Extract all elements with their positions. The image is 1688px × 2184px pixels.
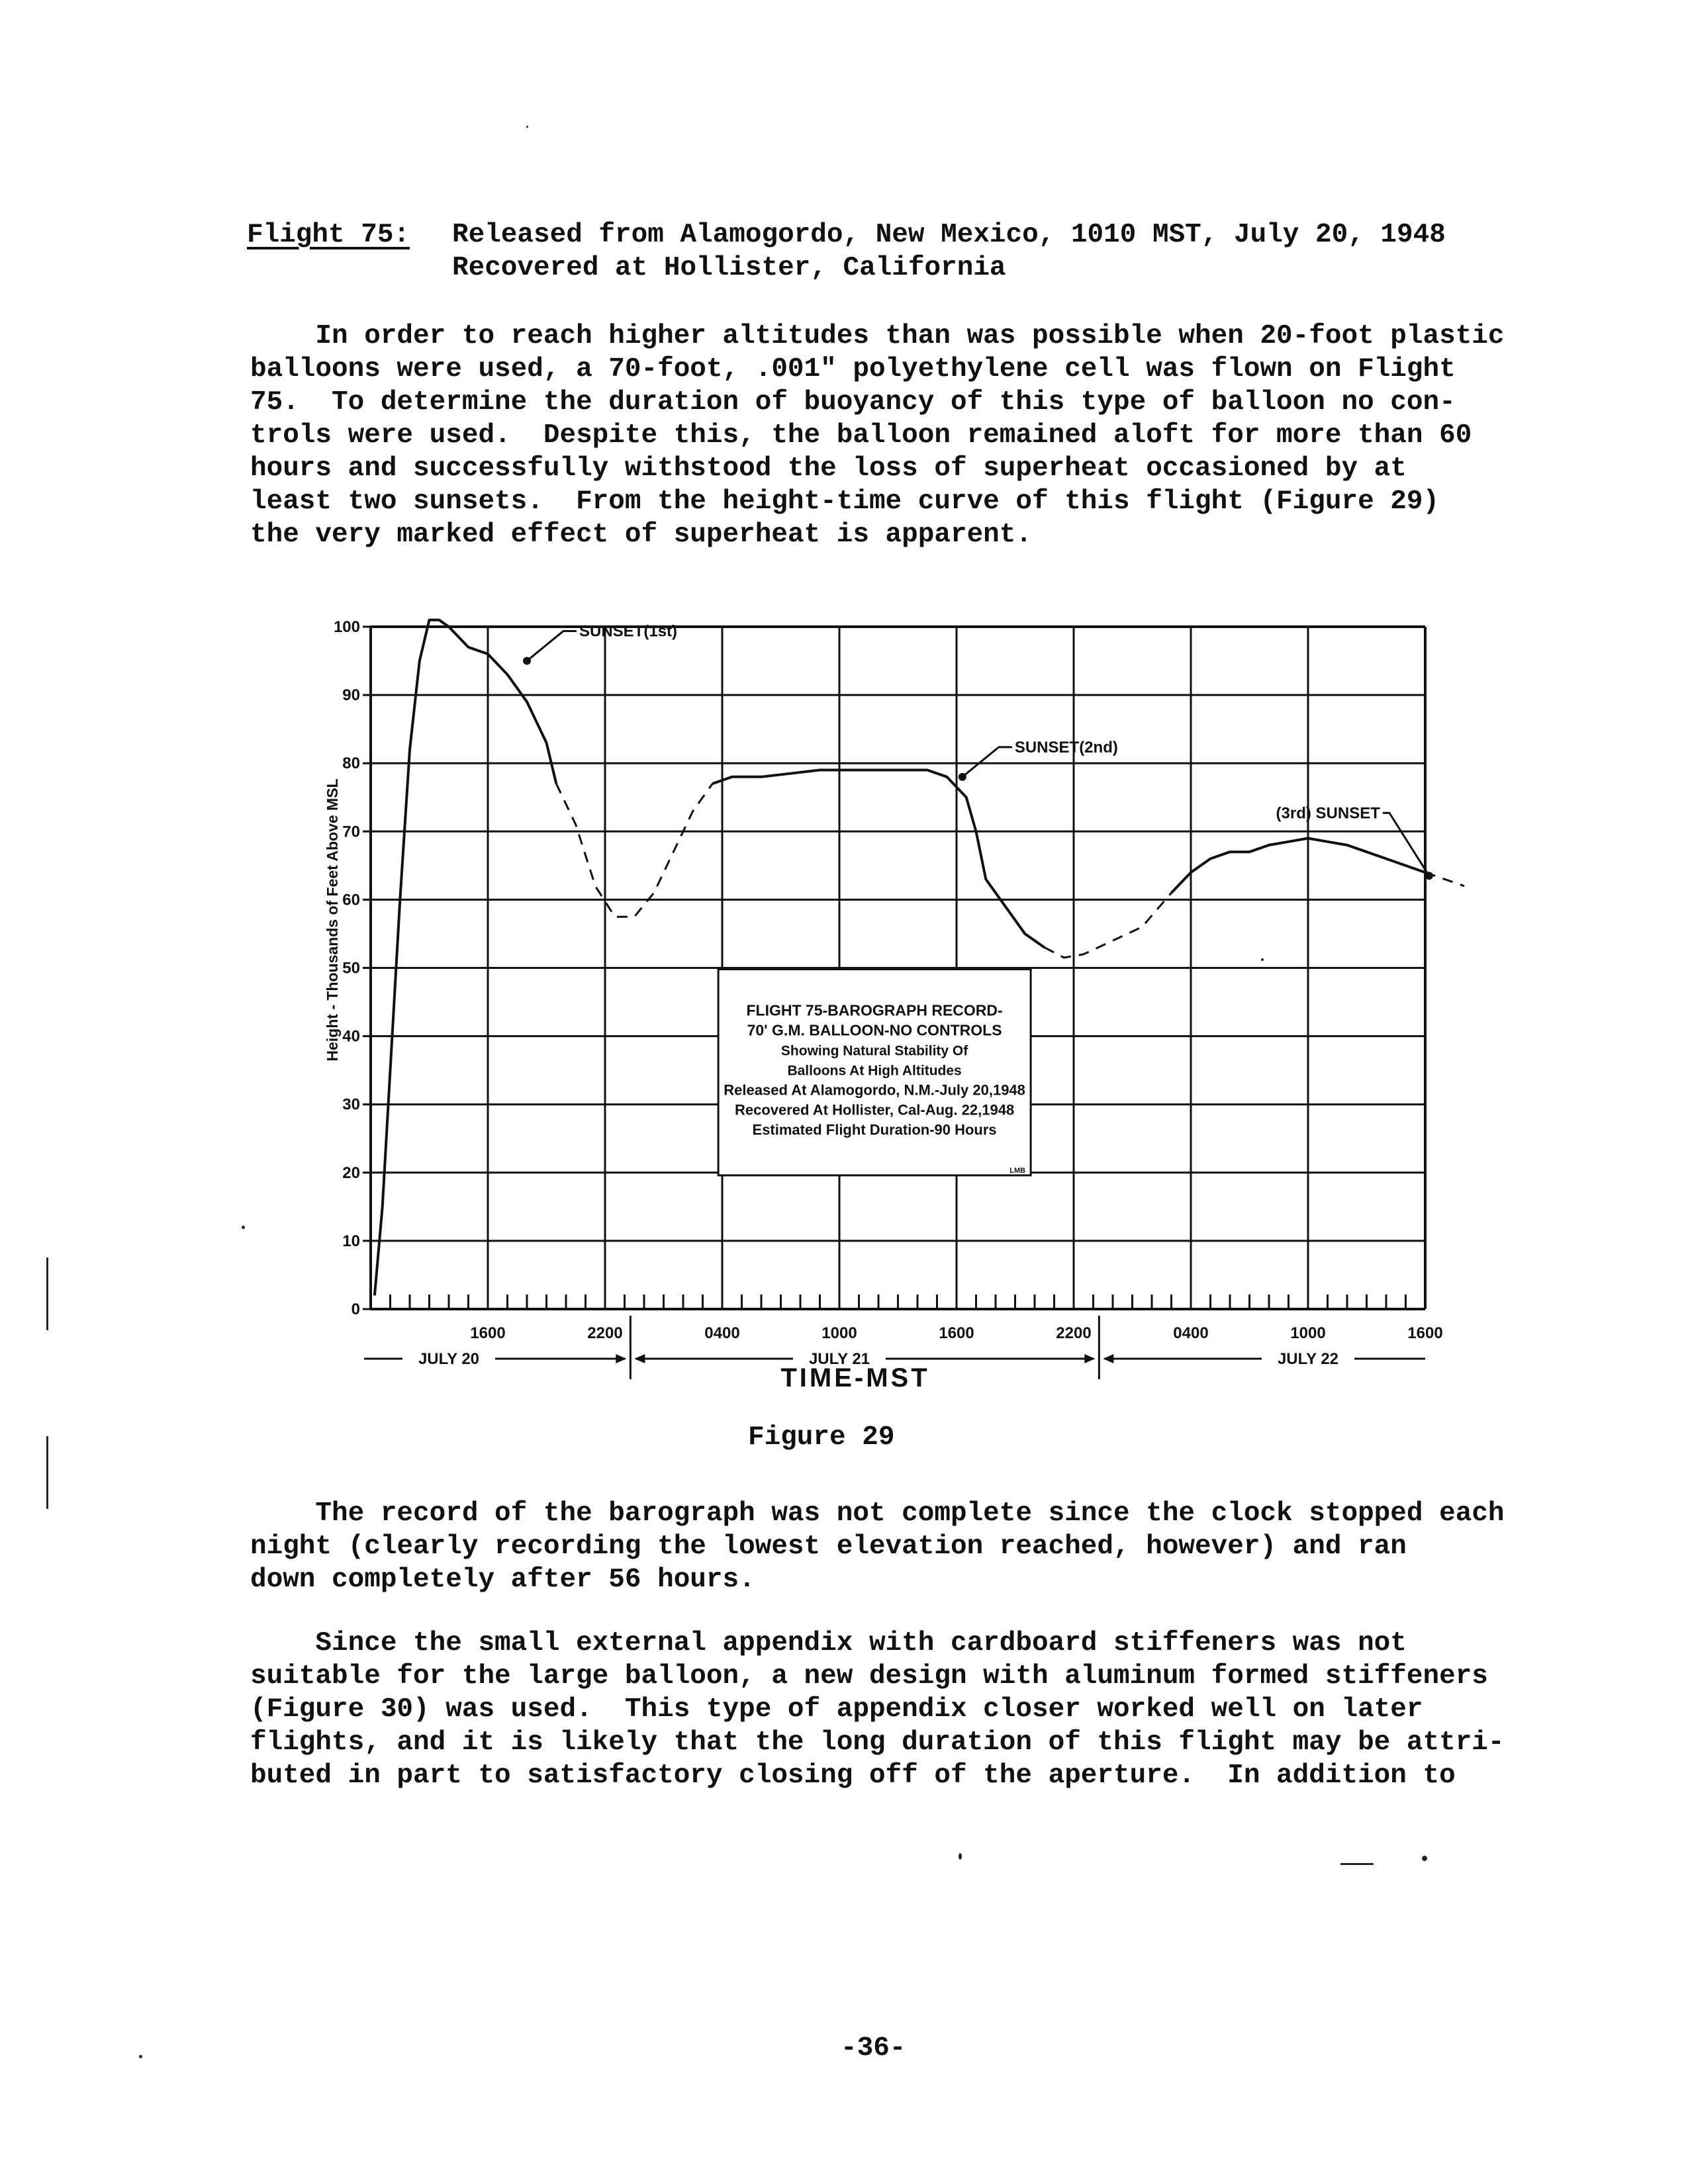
day-label: JULY 21 — [808, 1350, 870, 1368]
legend-line: Released At Alamogordo, N.M.-July 20,1948 — [724, 1081, 1025, 1099]
text-line: 75. To determine the duration of buoyancy of this type of balloon no con- — [250, 387, 1456, 418]
x-tick-label: 0400 — [1173, 1324, 1209, 1342]
x-axis-label: TIME-MST — [780, 1363, 930, 1392]
legend-line: 70' G.M. BALLOON-NO CONTROLS — [747, 1021, 1002, 1039]
x-tick-label: 0400 — [704, 1324, 740, 1342]
x-tick-label: 2200 — [587, 1324, 623, 1342]
speck — [46, 1436, 48, 1509]
speck — [1422, 1856, 1427, 1861]
day-label: JULY 22 — [1277, 1350, 1339, 1368]
sunset-label: SUNSET(2nd) — [1014, 738, 1118, 756]
sunset-marker — [959, 773, 966, 781]
day-arrow — [616, 1354, 626, 1363]
day-arrow — [634, 1354, 645, 1363]
y-tick-label: 80 — [342, 754, 360, 773]
x-tick-label: 2200 — [1056, 1324, 1092, 1342]
speck — [1261, 958, 1264, 961]
chart-series — [375, 620, 1464, 1296]
text-line: In order to reach higher altitudes than was possible when 20-foot plastic — [250, 321, 1505, 351]
legend-line: FLIGHT 75-BAROGRAPH RECORD- — [746, 1001, 1003, 1019]
barograph-chart — [311, 589, 1476, 1403]
chart-legend-box — [718, 970, 1031, 1175]
legend-line: Balloons At High Altitudes — [787, 1063, 962, 1079]
solid-series-line — [375, 620, 556, 1296]
y-tick-label: 100 — [333, 618, 360, 636]
text-line: (Figure 30) was used. This type of appendix closer worked well on later — [250, 1694, 1423, 1725]
text-line: Since the small external appendix with cardboard stiffeners was not — [250, 1628, 1407, 1659]
dashed-series-line — [556, 784, 712, 917]
speck — [139, 2055, 142, 2058]
speck — [526, 126, 528, 128]
text-line: flights, and it is likely that the long duration of this flight may be attri- — [250, 1727, 1505, 1758]
page-number: -36- — [841, 2033, 906, 2064]
speck — [242, 1226, 245, 1229]
text-line: trols were used. Despite this, the balloon remained aloft for more than 60 — [250, 420, 1472, 451]
text-line: buted in part to satisfactory closing off of the aperture. In addition to — [250, 1760, 1456, 1791]
y-tick-label: 70 — [342, 823, 360, 841]
y-tick-label: 40 — [342, 1027, 360, 1046]
sunset-pointer — [527, 631, 577, 661]
y-tick-label: 90 — [342, 686, 360, 705]
y-tick-label: 0 — [351, 1300, 360, 1318]
day-label: JULY 20 — [418, 1350, 480, 1368]
x-tick-label: 1000 — [1290, 1324, 1326, 1342]
legend-line: Showing Natural Stability Of — [780, 1043, 968, 1059]
text-line: night (clearly recording the lowest elevation reached, however) and ran — [250, 1531, 1407, 1562]
x-tick-label: 1600 — [1407, 1324, 1443, 1342]
text-line: balloons were used, a 70-foot, .001" polyethylene cell was flown on Flight — [250, 354, 1456, 385]
legend-line: Recovered At Hollister, Cal-Aug. 22,1948 — [734, 1101, 1015, 1118]
text-line: down completely after 56 hours. — [250, 1565, 755, 1595]
release-info: Released from Alamogordo, New Mexico, 1010 MST, July 20, 1948 — [452, 220, 1446, 250]
recovery-info: Recovered at Hollister, California — [452, 253, 1006, 283]
x-tick-label: 1600 — [470, 1324, 506, 1342]
solid-series-line — [712, 770, 1045, 948]
sunset-marker — [1425, 872, 1433, 880]
text-line: The record of the barograph was not complete since the clock stopped each — [250, 1498, 1505, 1529]
y-axis-label: Height - Thousands of Feet Above MSL — [324, 778, 341, 1062]
paragraph-appendix — [250, 1627, 1541, 1792]
y-tick-label: 30 — [342, 1095, 360, 1114]
legend-line: Estimated Flight Duration-90 Hours — [752, 1121, 997, 1138]
sunset-label: (3rd) SUNSET — [1276, 804, 1380, 823]
sunset-marker — [523, 657, 531, 665]
y-tick-label: 10 — [342, 1232, 360, 1250]
y-tick-label: 60 — [342, 891, 360, 909]
x-tick-label: 1600 — [939, 1324, 974, 1342]
chart-grid — [334, 618, 1425, 1318]
maker-mark: LMB — [1009, 1166, 1026, 1175]
flight-label: Flight 75: — [247, 220, 410, 250]
paragraph-intro — [250, 320, 1541, 551]
x-tick-label: 1000 — [821, 1324, 857, 1342]
speck — [959, 1853, 962, 1860]
y-tick-label: 20 — [342, 1163, 360, 1182]
text-line: least two sunsets. From the height-time curve of this flight (Figure 29) — [250, 486, 1440, 517]
dashed-series-line — [1045, 893, 1172, 958]
speck — [46, 1257, 48, 1330]
sunset-pointer — [962, 747, 1012, 777]
sunset-label: SUNSET(1st) — [579, 622, 678, 641]
day-arrow — [1084, 1354, 1095, 1363]
figure-caption: Figure 29 — [748, 1422, 895, 1453]
text-line: hours and successfully withstood the loss of superheat occasioned by at — [250, 453, 1407, 484]
speck — [1340, 1863, 1374, 1865]
solid-series-line — [1172, 839, 1426, 893]
text-line: the very marked effect of superheat is apparent. — [250, 520, 1032, 550]
y-tick-label: 50 — [342, 959, 360, 978]
text-line: suitable for the large balloon, a new design with aluminum formed stiffeners — [250, 1661, 1488, 1692]
paragraph-record — [250, 1497, 1541, 1596]
